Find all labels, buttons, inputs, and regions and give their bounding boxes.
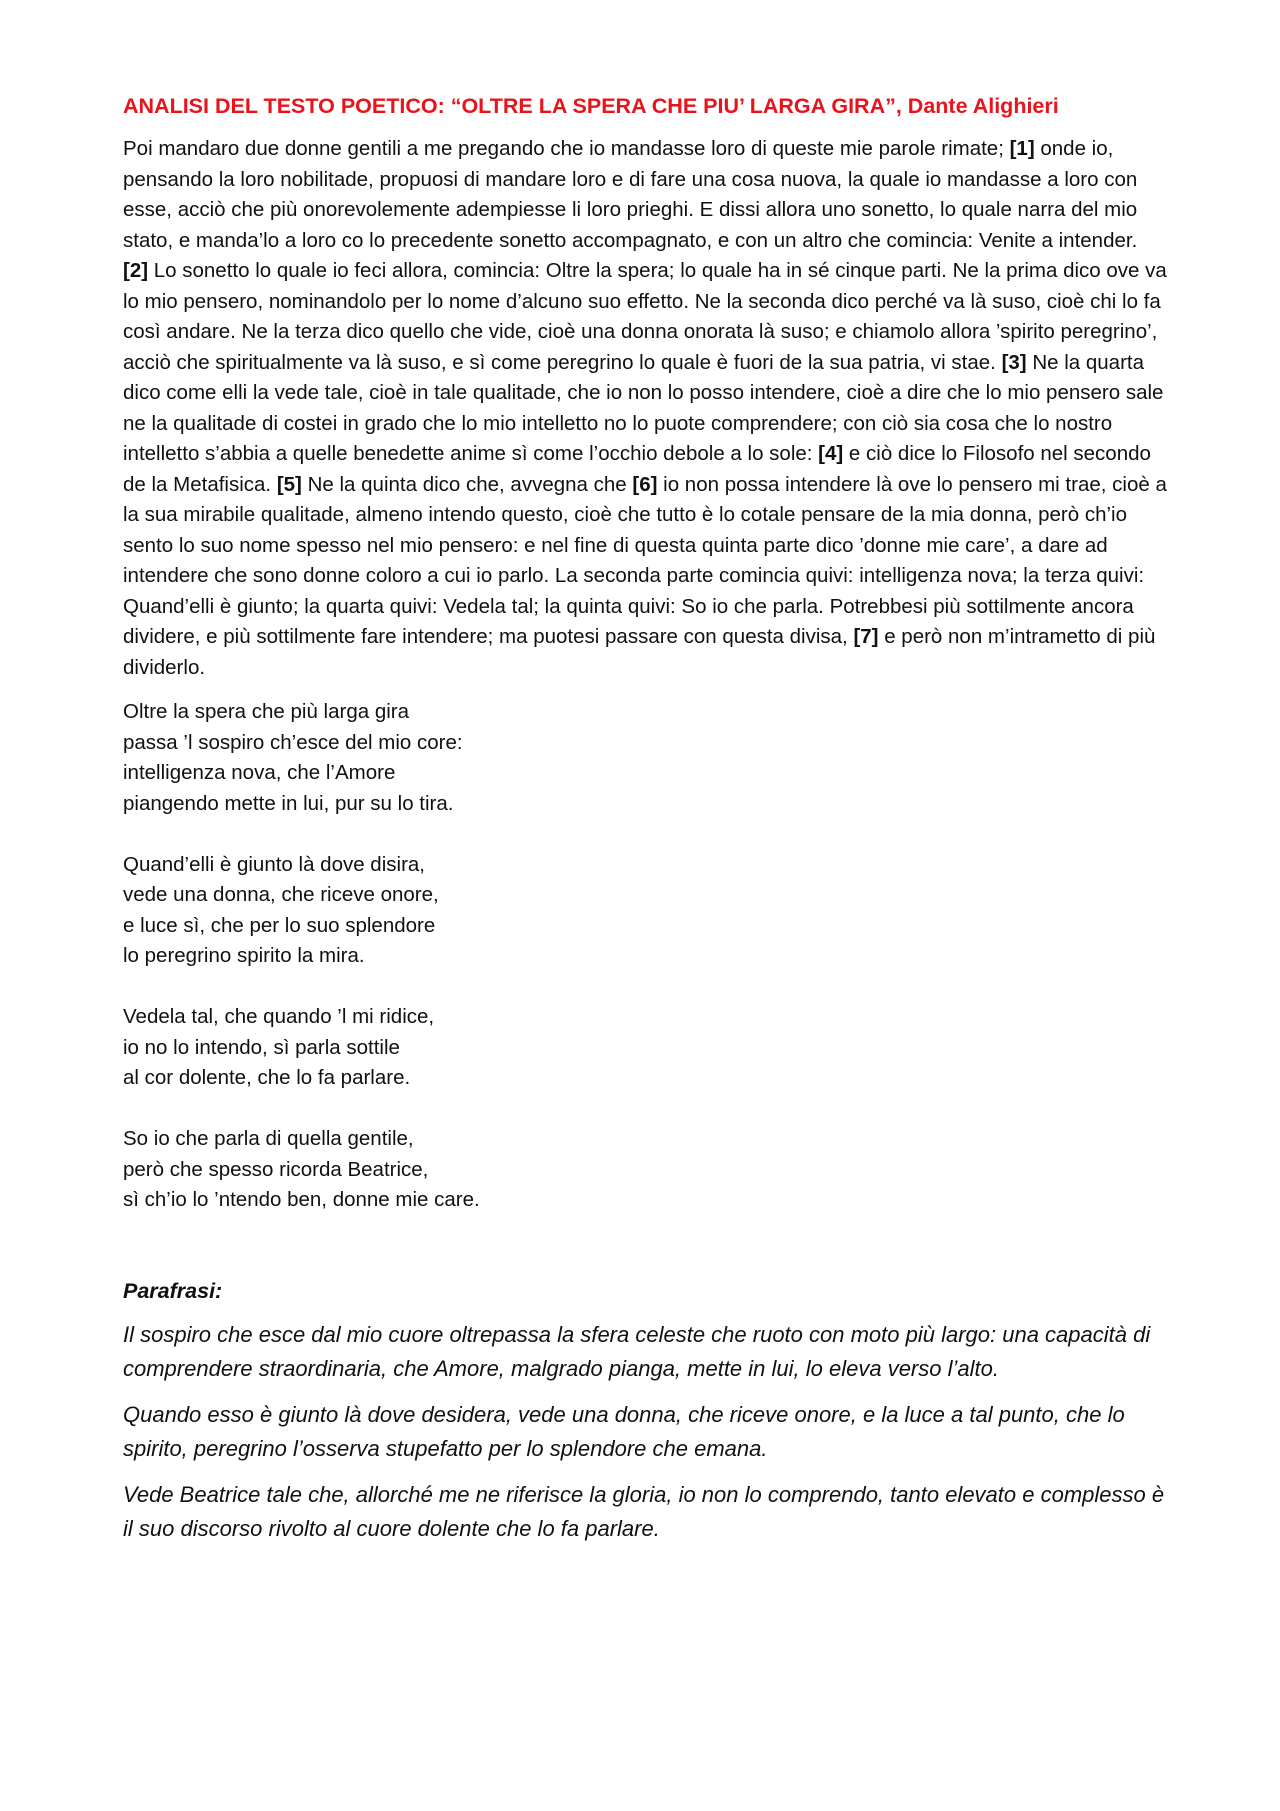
paraphrase-section [123,1318,1168,1546]
sonnet [123,697,1168,1216]
verse-line: e luce sì, che per lo suo splendore [123,913,436,937]
prose-text: e ciò dice lo Filosofo nel secondo de la Metafisica. [123,442,1151,496]
prose-text: Poi mandaro due donne gentili a me pregando che io mandasse loro di queste mie parole rimate; [123,137,1010,160]
verse-line: Quand’elli è giunto là dove disira, [123,852,425,876]
stanza [123,850,1168,972]
stanza [123,1002,1168,1094]
verse-line: vede una donna, che riceve onore, [123,883,439,906]
document-page [123,92,1168,1546]
footnote-ref: [3] [1001,350,1027,374]
paraphrase-paragraph: Quando esso è giunto là dove desidera, vede una donna, che riceve onore, e la luce a tal punto, che lo spirito, peregrino l’osserva stupefatto per lo splendore che emana. [123,1401,1125,1461]
verse-line: piangendo mette in lui, pur su lo tira. [123,791,454,815]
verse-line: io no lo intendo, sì parla sottile [123,1035,400,1059]
stanza [123,1124,1168,1216]
verse-line: So io che parla di quella gentile, [123,1127,414,1150]
prose-text: e però non m’intrametto di più dividerlo. [123,625,1156,679]
footnote-ref: [2] [123,259,149,282]
prose-text: Lo sonetto lo quale io feci allora, comincia: Oltre la spera; lo quale ha in sé cinque parti. Ne la prima dico ove va lo mio pensero, nominandolo per lo nome d’alcuno suo effetto. Ne la seconda dico perché va là suso, cioè chi lo fa così andare. Ne la terza dico quello che vide, cioè una donna onorata là suso; e chiamolo allora ’spirito peregrino’, acciò che spiritualmente va là suso, e sì come peregrino lo quale è fuori de la sua patria, vi stae. [123,259,1167,374]
verse-line: sì ch’io lo ’ntendo ben, donne mie care. [123,1188,480,1211]
prose-text: onde io, pensando la loro nobilitade, propuosi di mandare loro e di fare una cosa nuova, la quale io mandasse a loro con esse, acciò che più onorevolemente adempiesse li loro prieghi. E dissi allora uno sonetto, lo quale narra del mio stato, e manda’lo a loro co lo precedente sonetto accompagnato, e con un altro che comincia: Venite a intender. [123,137,1138,252]
footnote-ref: [6] [632,472,658,496]
footnote-ref: [1] [1009,137,1035,160]
verse-line: passa ’l sospiro ch’esce del mio core: [123,730,463,754]
paraphrase-heading: Parafrasi: [123,1278,223,1303]
footnote-ref: [4] [818,442,844,465]
footnote-ref: [5] [276,472,302,496]
prose-paragraph [123,134,1168,683]
verse-line: intelligenza nova, che l’Amore [123,761,396,784]
verse-line: Oltre la spera che più larga gira [123,700,410,723]
footnote-ref: [7] [853,625,879,648]
document-title: ANALISI DEL TESTO POETICO: “OLTRE LA SPERA CHE PIU’ LARGA GIRA”, Dante Alighieri [123,94,1059,118]
paraphrase-paragraph: Il sospiro che esce dal mio cuore oltrepassa la sfera celeste che ruoto con moto più largo: una capacità di comprendere straordinaria, che Amore, malgrado pianga, mette in lui, lo eleva verso l’alto. [123,1321,1151,1381]
verse-line: lo peregrino spirito la mira. [123,944,365,967]
stanza [123,697,1168,819]
prose-text: Ne la quinta dico che, avvegna che [301,472,633,496]
verse-line: al cor dolente, che lo fa parlare. [123,1066,411,1089]
paraphrase-paragraph: Vede Beatrice tale che, allorché me ne riferisce la gloria, io non lo comprendo, tanto elevato e complesso è il suo discorso rivolto al cuore dolente che lo fa parlare. [123,1481,1165,1541]
prose-text: Ne la quarta dico come elli la vede tale, cioè in tale qualitade, che io non lo posso intendere, cioè a dire che lo mio pensero sale ne la qualitade di costei in grado che lo mio intelletto no lo puote comprendere; con ciò sia cosa che lo nostro intelletto s’abbia a quelle benedette anime sì come l’occhio debole a lo sole: [123,350,1164,465]
prose-text: io non possa intendere là ove lo pensero mi trae, cioè a la sua mirabile qualitade, almeno intendo questo, cioè che tutto è lo cotale pensare de la mia donna, però ch’io sento lo suo nome spesso nel mio pensero: e nel fine di questa quinta parte dico ’donne mie care’, a dare ad intendere che sono donne coloro a cui io parlo. La seconda parte comincia quivi: intelligenza nova; la terza quivi: Quand’elli è giunto; la quarta quivi: Vedela tal; la quinta quivi: So io che parla. Potrebbesi più sottilmente ancora dividere, e più sottilmente fare intendere; ma puotesi passare con questa divisa, [123,472,1167,648]
verse-line: però che spesso ricorda Beatrice, [123,1157,429,1181]
verse-line: Vedela tal, che quando ’l mi ridice, [123,1005,435,1028]
